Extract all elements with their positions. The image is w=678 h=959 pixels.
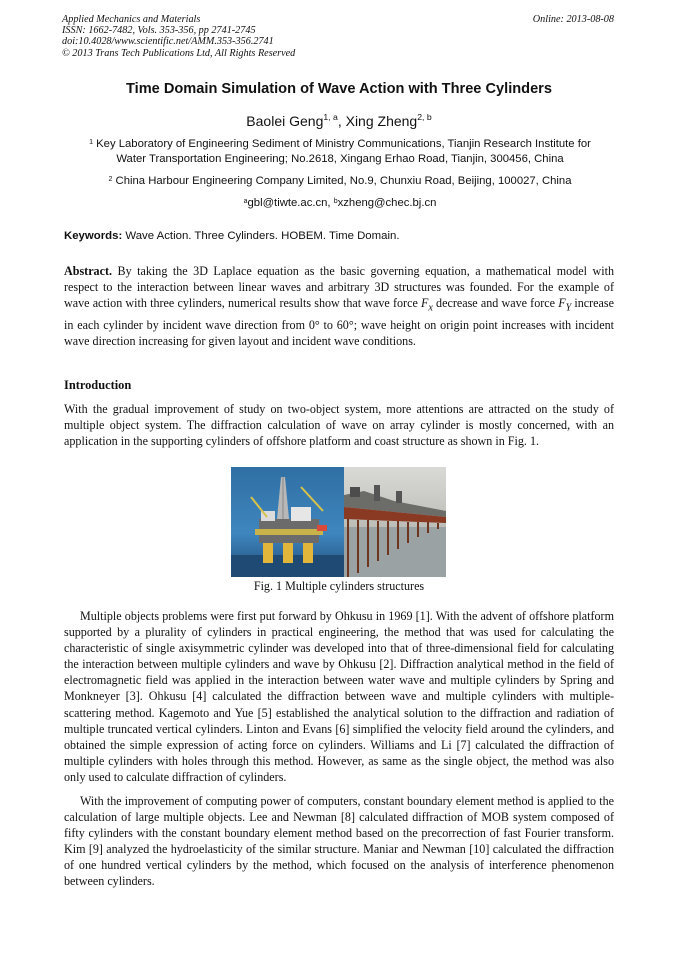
journal-header bbox=[62, 14, 614, 59]
affiliation-number: 2 bbox=[108, 176, 113, 183]
keywords-label: Keywords: bbox=[64, 230, 123, 242]
intro-paragraph-1: With the gradual improvement of study on two-object system, more attentions are attracted on the study of multiple object system. The diffraction calculation of wave on array cylinder is mostly concerned, with an application in the supporting cylinders of offshore platform and coast structure as shown in Fig. 1. bbox=[64, 402, 614, 449]
email-address[interactable]: gbl@tiwte.ac.cn, bbox=[247, 197, 334, 209]
author-superscript: 2, b bbox=[417, 112, 432, 122]
abstract-text: increase in each cylinder by incident wave direction from 0° to 60°; wave height on origin point increases with incident wave direction increasing for given layout and incident wave conditions. bbox=[64, 296, 614, 348]
keywords-text: Wave Action. Three Cylinders. HOBEM. Time Domain. bbox=[122, 230, 400, 242]
author-line bbox=[40, 113, 638, 129]
online-date: Online: 2013-08-08 bbox=[532, 14, 614, 25]
copyright-line: © 2013 Trans Tech Publications Ltd, All Rights Reserved bbox=[62, 47, 296, 59]
abstract-paragraph bbox=[64, 263, 614, 349]
affiliation-text: Water Transportation Engineering; No.2618, Xingang Erhao Road, Tianjin, 300456, China bbox=[116, 152, 564, 165]
section-heading: Introduction bbox=[64, 378, 132, 392]
affiliation-2 bbox=[62, 174, 618, 189]
intro-paragraph-3: With the improvement of computing power of computers, constant boundary element method is applied to the calculation of large multiple objects. Lee and Newman [8] calculated diffraction of MOB system composed of fifty cylinders with the constant boundary element method based on the precorrection of fast Fourier transform. Kim [9] analyzed the hydroelasticity of the similar structure. Maniar and Newman [10] calculated the diffraction of one hundred vertical cylinders by the method, which focused on the analysis of interference phenomenon between cylinders. bbox=[64, 794, 614, 889]
abstract-text: decrease and wave force bbox=[432, 296, 559, 311]
abstract-label: Abstract. bbox=[64, 264, 113, 278]
doi-line: doi:10.4028/www.scientific.net/AMM.353-356.2741 bbox=[62, 36, 274, 48]
abstract-text: By taking the 3D Laplace equation as the basic governing equation, a mathematical model with respect to the interaction between linear waves and arbitrary 3D structures was founded. For the example of wave action with three cylinders, numerical results show that wave force bbox=[64, 264, 614, 311]
email-address[interactable]: xzheng@chec.bj.cn bbox=[337, 197, 437, 209]
author-name: Baolei Geng bbox=[246, 113, 324, 129]
affiliation-text: China Harbour Engineering Company Limited, No.9, Chunxiu Road, Beijing, 100027, China bbox=[112, 175, 572, 187]
issn-line: ISSN: 1662-7482, Vols. 353-356, pp 2741-2745 bbox=[62, 25, 256, 37]
pier-photo bbox=[344, 467, 446, 577]
math-subscript: Y bbox=[565, 302, 572, 314]
intro-paragraph-2: Multiple objects problems were first put forward by Ohkusu in 1969 [1]. With the advent of offshore platform supported by a plurality of cylinders in practical engineering, the method that was used for calculating the characteristic of single axisymmetric cylinder was developed into that of three-dimensional field for calculating the interaction between multiple cylinders and wave by Ohkusu [2]. Diffraction analytical method in the field of electromagnetic field was applied in the interaction between water wave and multiple cylinders by Spring and Monkneyer [3]. Ohkusu [4] calculated the diffraction between wave and multiple cylinders with multiple-scattering method. Kagemoto and Yue [5] established the analytical solution to the diffraction and radiation of multiple truncated vertical cylinders. Linton and Evans [6] simplified the velocity field around the cylinders, and obtained the simple expression of acting force on cylinders. Williams and Li [7] calculated the diffraction of multiple cylinders with holes through this method. However, as same as the single object, the method was also only used to calculate diffraction of cylinders. bbox=[64, 609, 614, 784]
author-superscript: 1, a bbox=[323, 112, 338, 122]
author-separator: , bbox=[337, 113, 346, 129]
figure-1 bbox=[231, 467, 446, 577]
affiliation-1 bbox=[62, 137, 618, 166]
email-marker: b bbox=[333, 198, 338, 205]
affiliation-number: 1 bbox=[89, 139, 93, 146]
journal-name: Applied Mechanics and Materials bbox=[62, 14, 201, 25]
email-line bbox=[62, 196, 618, 211]
affiliation-text: Key Laboratory of Engineering Sediment of Ministry Communications, Tianjin Research Institute for bbox=[92, 138, 591, 150]
figure-caption: Fig. 1 Multiple cylinders structures bbox=[253, 579, 425, 593]
math-subscript: x bbox=[428, 302, 433, 314]
paper-title: Time Domain Simulation of Wave Action with Three Cylinders bbox=[126, 81, 552, 97]
math-symbol: F bbox=[421, 296, 429, 311]
author-name: Xing Zheng bbox=[345, 113, 418, 129]
offshore-platform-photo bbox=[231, 467, 344, 577]
email-marker: a bbox=[243, 198, 248, 205]
math-symbol: F bbox=[558, 296, 566, 311]
keywords bbox=[64, 230, 616, 242]
